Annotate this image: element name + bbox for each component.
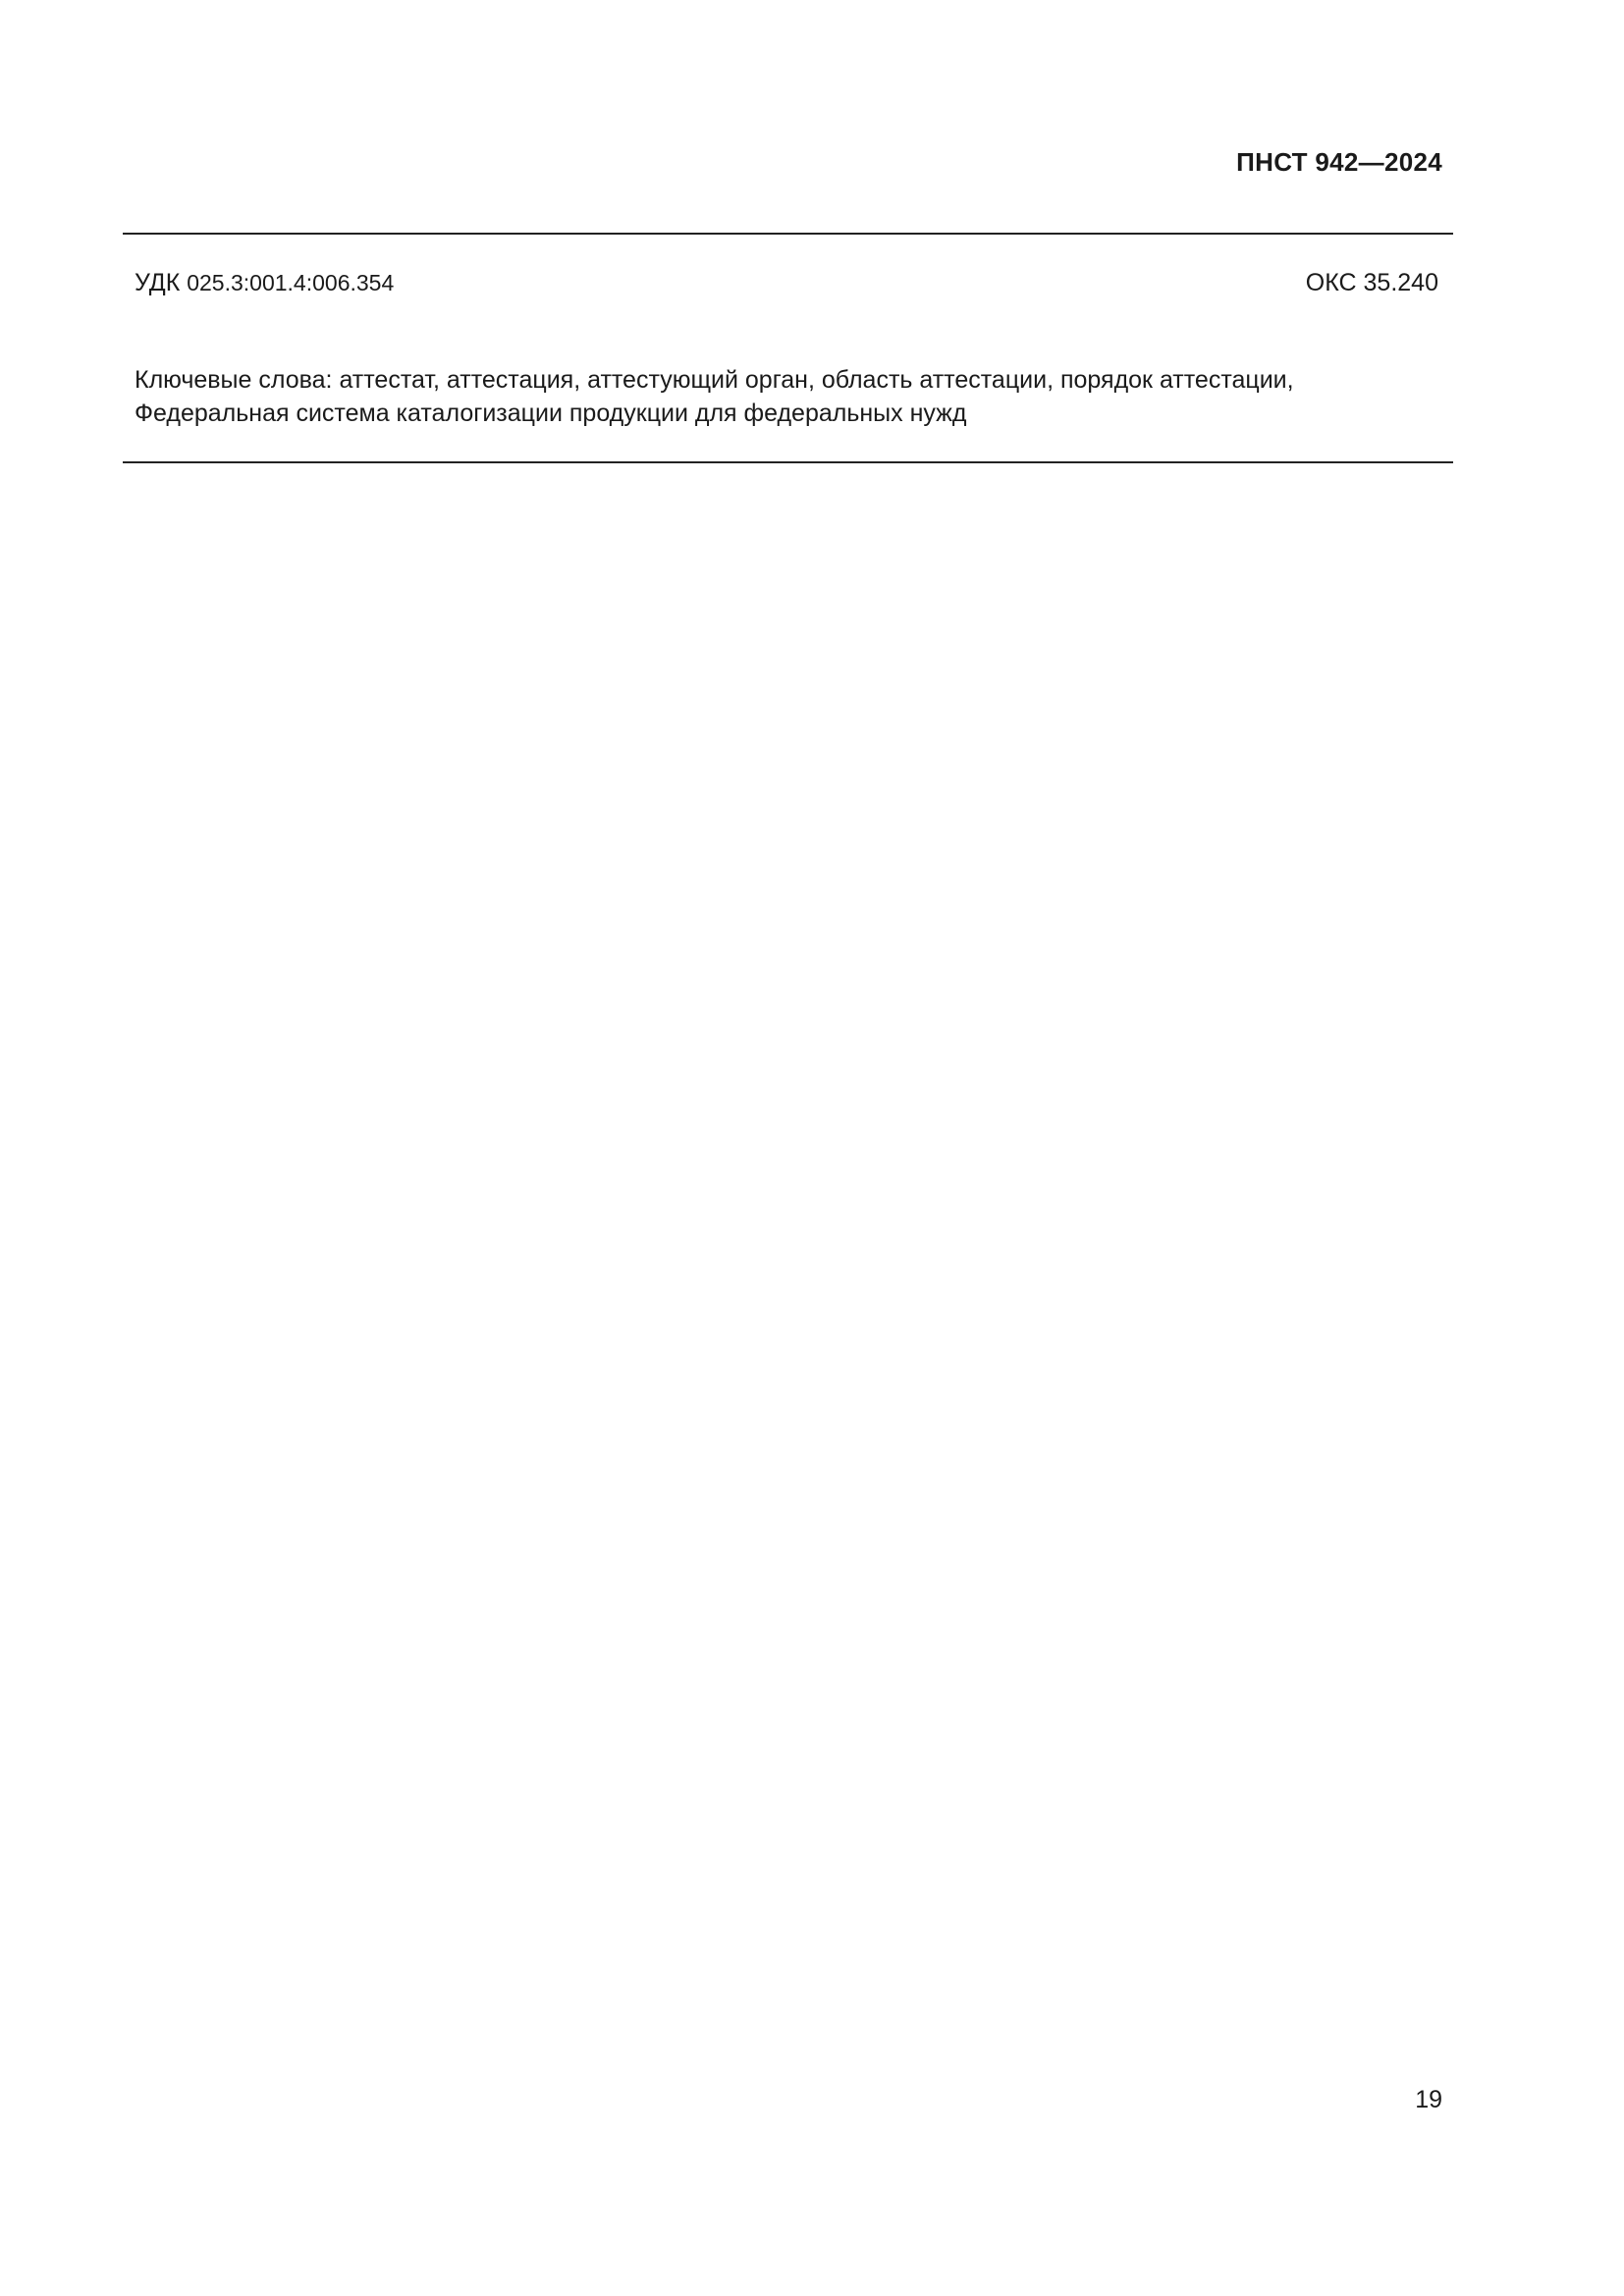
- document-code: ПНСТ 942—2024: [1236, 147, 1442, 177]
- keywords-line-1: Ключевые слова: аттестат, аттестация, аттестующий орган, область аттестации, порядок аттестации,: [135, 366, 1294, 394]
- udk-label: УДК: [135, 269, 181, 296]
- keywords-block: [135, 363, 1450, 430]
- classification-row: [135, 269, 1438, 302]
- top-divider: [123, 233, 1453, 235]
- oks-classification: ОКС 35.240: [1305, 269, 1438, 296]
- keywords-line-2: Федеральная система каталогизации продукции для федеральных нужд: [135, 400, 967, 427]
- udk-classification: [135, 269, 394, 297]
- bottom-divider: [123, 461, 1453, 463]
- udk-code: 025.3:001.4:006.354: [187, 270, 395, 295]
- page-number: 19: [1415, 2086, 1442, 2113]
